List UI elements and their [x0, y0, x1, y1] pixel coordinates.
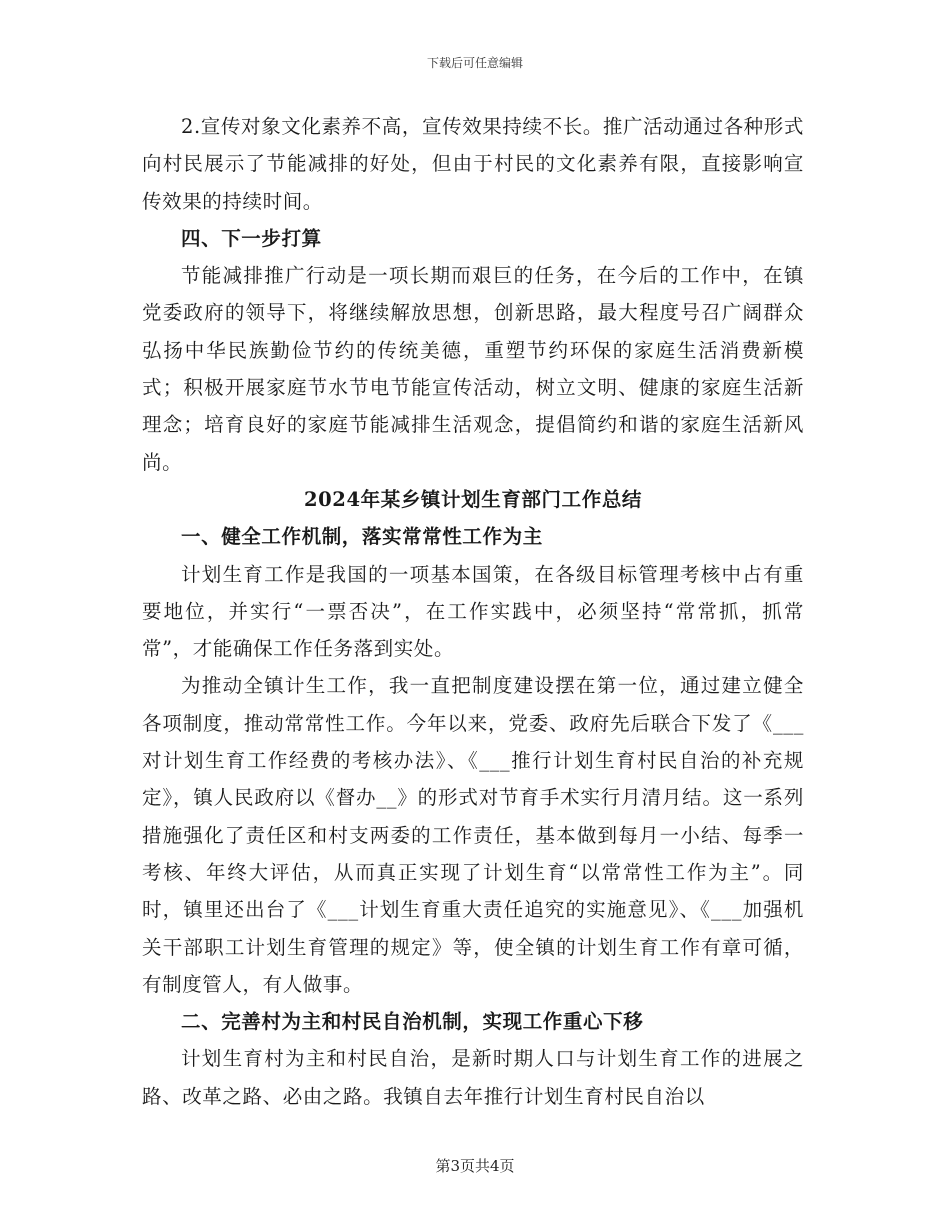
- section-heading-village-autonomy: 二、完善村为主和村民自治机制，实现工作重心下移: [181, 1010, 644, 1034]
- page-header-note: 下载后可任意编辑: [426, 56, 523, 70]
- paragraph-next-steps: 节能减排推广行动是一项长期而艰巨的任务，在今后的工作中，在镇党委政府的领导下，将继续解放思想，创新思路，最大程度号召广阔群众弘扬中华民族勤俭节约的传统美德，重塑节约环保的家庭生活消费新模式；积极开展家庭节水节电节能宣传活动，树立文明、健康的家庭生活新理念；培育良好的家庭节能减排生活观念，提倡简约和谐的家庭生活新风尚。: [142, 264, 804, 474]
- page-number: 第3页共4页: [435, 1157, 515, 1175]
- paragraph-publicity-issue: 2.宣传对象文化素养不高，宣传效果持续不长。推广活动通过各种形式向村民展示了节能减排的好处，但由于村民的文化素养有限，直接影响宣传效果的持续时间。: [142, 115, 804, 213]
- paragraph-basic-policy: 计划生育工作是我国的一项基本国策，在各级目标管理考核中占有重要地位，并实行“一票否决”，在工作实践中，必须坚持“常常抓，抓常常”，才能确保工作任务落到实处。: [142, 562, 804, 661]
- document-title: 2024年某乡镇计划生育部门工作总结: [303, 487, 643, 511]
- paragraph-village-autonomy: 计划生育村为主和村民自治，是新时期人口与计划生育工作的进展之路、改革之路、必由之路。我镇自去年推行计划生育村民自治以: [142, 1047, 804, 1108]
- section-heading-work-mechanism: 一、健全工作机制，落实常常性工作为主: [181, 525, 543, 549]
- section-heading-next-steps: 四、下一步打算: [181, 226, 322, 250]
- paragraph-system-building: 为推动全镇计生工作，我一直把制度建设摆在第一位，通过建立健全各项制度，推动常常性工作。今年以来，党委、政府先后联合下发了《___对计划生育工作经费的考核办法》、《___推行计划生育村民自治的补充规定》，镇人民政府以《督办__》的形式对节育手术实行月清月结。这一系列措施强化了责任区和村支两委的工作责任，基本做到每月一小结、每季一考核、年终大评估，从而真正实现了计划生育“以常常性工作为主”。同时，镇里还出台了《___计划生育重大责任追究的实施意见》、《___加强机关干部职工计划生育管理的规定》等，使全镇的计划生育工作有章可循，有制度管人，有人做事。: [142, 674, 804, 996]
- document-body: [142, 108, 804, 1115]
